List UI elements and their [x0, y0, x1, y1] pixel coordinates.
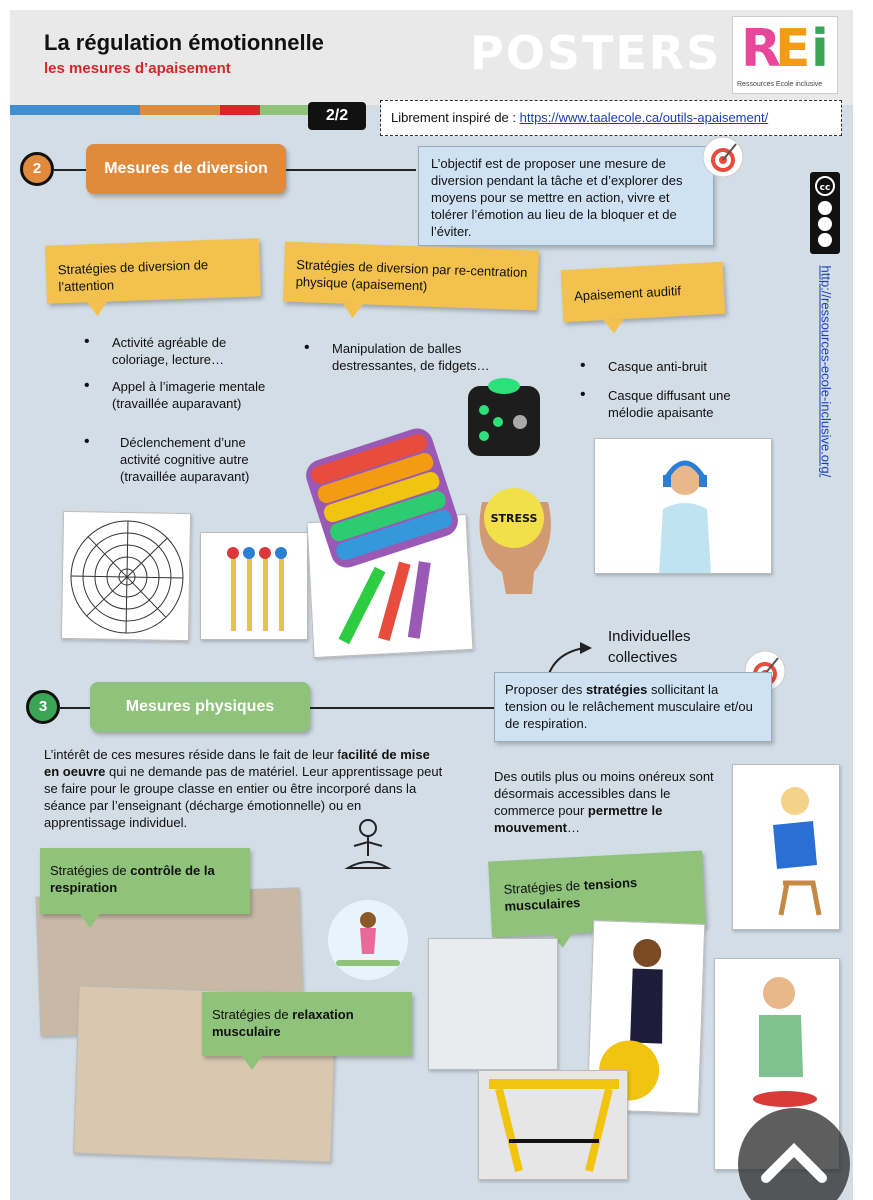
connector-line: [54, 169, 88, 171]
pop-it-fidget-image: [302, 428, 462, 568]
objective-box: L’objectif est de proposer une mesure de diversion pendant la tâche et d’explorer des moyens pour se mettre en action, vivre et tolérer l’émotion au lieu de la bloquer et de l’éviter.: [418, 146, 714, 246]
header: [10, 10, 853, 105]
bike-desk-image: [428, 938, 558, 1070]
stress-ball-image: [462, 462, 562, 594]
physical-strategy-box: Proposer des stratégies sollicitant la tension ou le relâchement musculaire et/ou de respiration.: [494, 672, 772, 742]
color-bar-green: [260, 105, 310, 115]
connector-line-3: [60, 707, 90, 709]
posters-heading: POSTERS: [470, 26, 722, 80]
list-item: • Casque anti-bruit: [576, 358, 776, 375]
note-apaisement-auditif: Apaisement auditif: [561, 262, 725, 322]
list-item: • Casque diffusant une mélodie apaisante: [576, 387, 776, 421]
list-item: • Activité agréable de coloriage, lecture…: [80, 334, 280, 368]
source-link[interactable]: https://www.taalecole.ca/outils-apaisement/: [519, 110, 769, 125]
target-icon: [702, 136, 744, 178]
page-title: La régulation émotionnelle: [44, 30, 324, 55]
note-relaxation: Stratégies de relaxation musculaire: [202, 992, 412, 1056]
fidget-cube-image: [462, 376, 546, 460]
section-2-number: 2: [20, 152, 54, 186]
note-tensions: Stratégies de tensions musculaires: [488, 850, 706, 937]
note-diversion-physique: Stratégies de diversion par re-centration physique (apaisement): [283, 242, 539, 311]
note-respiration: Stratégies de contrôle de la respiration: [40, 848, 250, 914]
child-headphones-image: [594, 438, 772, 574]
physical-intro-paragraph: L’intérêt de ces mesures réside dans le fait de leur facilité de mise en oeuvre qui ne demande pas de matériel. Leur apprentissage peut se faire pour le groupe classe en entier ou être incorporé dans la séance par l’enseignant (décharge émotionnelle) ou en apprentissage individuel.: [44, 747, 443, 830]
tools-paragraph: Des outils plus ou moins onéreux sont désormais accessibles dans le commerce pour permettre le mouvement…: [494, 769, 714, 835]
page-subtitle: les mesures d’apaisement: [44, 60, 231, 77]
list-item: • Déclenchement d’une activité cognitive autre (travaillée auparavant): [80, 434, 280, 485]
source-box: [380, 100, 842, 136]
section-3-label: Mesures physiques: [90, 682, 310, 732]
source-prefix: Librement inspiré de :: [391, 110, 520, 125]
page-number-badge: 2/2: [308, 102, 366, 130]
note-diversion-attention: Stratégies de diversion de l’attention: [45, 238, 261, 303]
color-bar-blue: [10, 105, 140, 115]
list-item: • Manipulation de balles destressantes, de fidgets…: [300, 340, 490, 374]
svg-text:cc: cc: [819, 183, 831, 193]
individual-collective-label: Individuelles collectives: [608, 628, 691, 666]
rei-logo: R E i Ressources Ecole inclusive: [732, 16, 838, 94]
stress-label: STRESS: [490, 512, 538, 525]
cc-icons: [810, 172, 840, 254]
scroll-to-top-button[interactable]: [738, 1108, 850, 1200]
color-bar-red: [220, 105, 260, 115]
color-bar-orange: [140, 105, 220, 115]
section-2-label: Mesures de diversion: [86, 144, 286, 194]
section-3-number: 3: [26, 690, 60, 724]
site-url-vertical[interactable]: http://ressources-ecole-inclusive.org/: [818, 265, 834, 478]
fidget-pencils-image: [200, 532, 308, 640]
connector-line-4: [310, 707, 494, 709]
connector-line-2: [286, 169, 416, 171]
chevron-up-icon: [738, 1108, 850, 1200]
list-item: • Appel à l’imagerie mentale (travaillée auparavant): [80, 378, 280, 412]
meditation-icon: [340, 816, 396, 878]
cc-license-badge: [810, 172, 840, 254]
desk-band-image: [478, 1070, 628, 1180]
child-wobble-stool-image: [732, 764, 840, 930]
yoga-icon: [326, 898, 410, 982]
logo-caption: Ressources Ecole inclusive: [737, 81, 823, 88]
list-diversion-attention: [80, 334, 280, 495]
list-apaisement-auditif: [576, 358, 776, 431]
mandala-image: [61, 511, 191, 641]
poster-page: [10, 10, 853, 1200]
